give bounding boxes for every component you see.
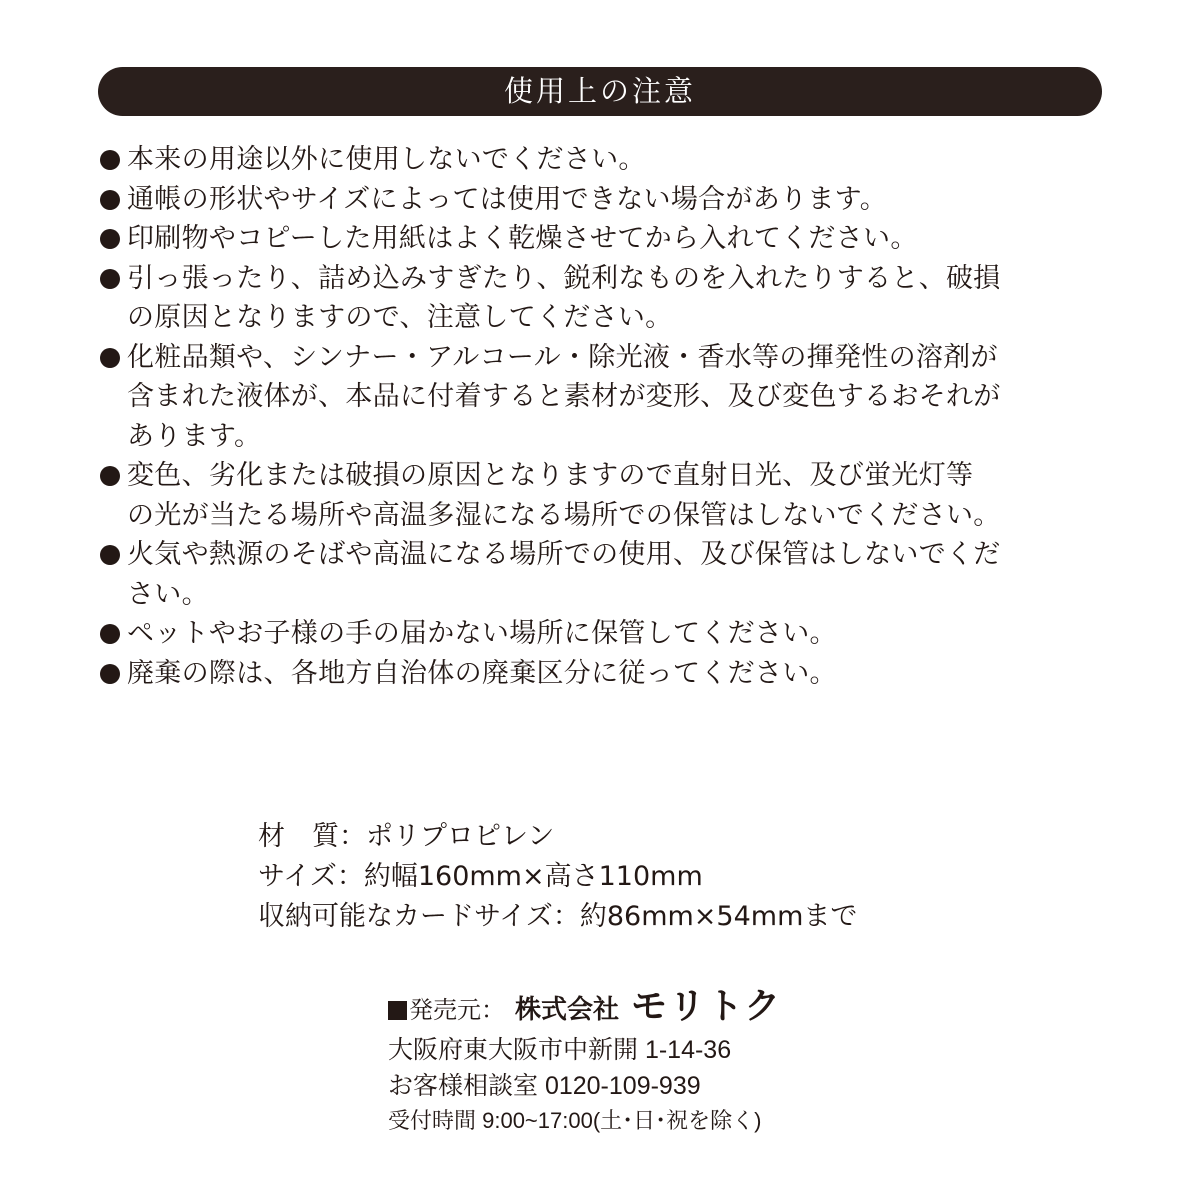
list-item (100, 654, 1100, 694)
list-item (100, 614, 1100, 654)
spec-material-label: 材 質： (258, 821, 366, 852)
note-text: 変色、劣化または破損の原因となりますので直射日光、及び蛍光灯等 の光が当たる場所や高温多湿になる場所での保管はしないでください。 (127, 460, 1001, 531)
spec-size-label: サイズ： (258, 861, 364, 892)
list-item (100, 456, 1100, 535)
bullet-icon (100, 545, 120, 565)
spec-material (258, 817, 857, 857)
bullet-icon (100, 664, 120, 684)
seller-heading (388, 985, 782, 1032)
seller-brand-logo: モリトク (631, 985, 783, 1026)
spec-size (258, 857, 857, 897)
list-item (100, 219, 1100, 259)
note-text: 化粧品類や、シンナー・アルコール・除光液・香水等の揮発性の溶剤が 含まれた液体が、本品に付着すると素材が変形、及び変色するおそれが あります。 (127, 341, 1001, 452)
bullet-icon (100, 624, 120, 644)
seller-phone: お客様相談室 0120-109-939 (388, 1072, 701, 1100)
spec-size-value: 約幅160mm×高さ110mm (363, 861, 703, 892)
note-text: 通帳の形状やサイズによっては使用できない場合があります。 (127, 183, 888, 215)
bullet-icon (100, 466, 120, 486)
list-item (100, 140, 1100, 180)
bullet-icon (100, 348, 120, 368)
spec-material-value: ポリプロピレン (366, 821, 555, 852)
note-text: 火気や熱源のそばや高温になる場所での使用、及び保管はしないでくだ さい。 (127, 539, 1001, 610)
list-item (100, 338, 1100, 457)
note-text: 印刷物やコピーした用紙はよく乾燥させてから入れてください。 (127, 223, 918, 254)
note-text: ペットやお子様の手の届かない場所に保管してください。 (127, 618, 837, 649)
seller-company: 株式会社 (515, 994, 620, 1024)
bullet-icon (100, 190, 120, 210)
note-text: 本来の用途以外に使用しないでください。 (127, 144, 646, 175)
notes-list (100, 140, 1100, 693)
list-item (100, 259, 1100, 338)
page-title: 使用上の注意 (503, 74, 696, 108)
spec-card-size (258, 897, 857, 937)
seller-info (388, 985, 782, 1138)
list-item (100, 180, 1100, 220)
list-item (100, 535, 1100, 614)
seller-address: 大阪府東大阪市中新開 1-14-36 (388, 1036, 732, 1064)
note-text: 引っ張ったり、詰め込みすぎたり、鋭利なものを入れたりすると、破損 の原因となりますので、注意してください。 (127, 262, 1001, 333)
spec-card-size-label: 収納可能なカードサイズ： (258, 901, 580, 932)
square-icon (388, 1001, 407, 1020)
seller-label: 発売元： (409, 997, 505, 1024)
note-text: 廃棄の際は、各地方自治体の廃棄区分に従ってください。 (127, 657, 837, 689)
bullet-icon (100, 150, 120, 170)
seller-hours: 受付時間 9:00~17:00(土･日･祝を除く) (388, 1108, 762, 1133)
product-specs (258, 817, 857, 937)
header-bar (98, 67, 1102, 116)
spec-card-size-value: 約86mm×54mmまで (579, 901, 858, 932)
bullet-icon (100, 229, 120, 249)
bullet-icon (100, 269, 120, 289)
